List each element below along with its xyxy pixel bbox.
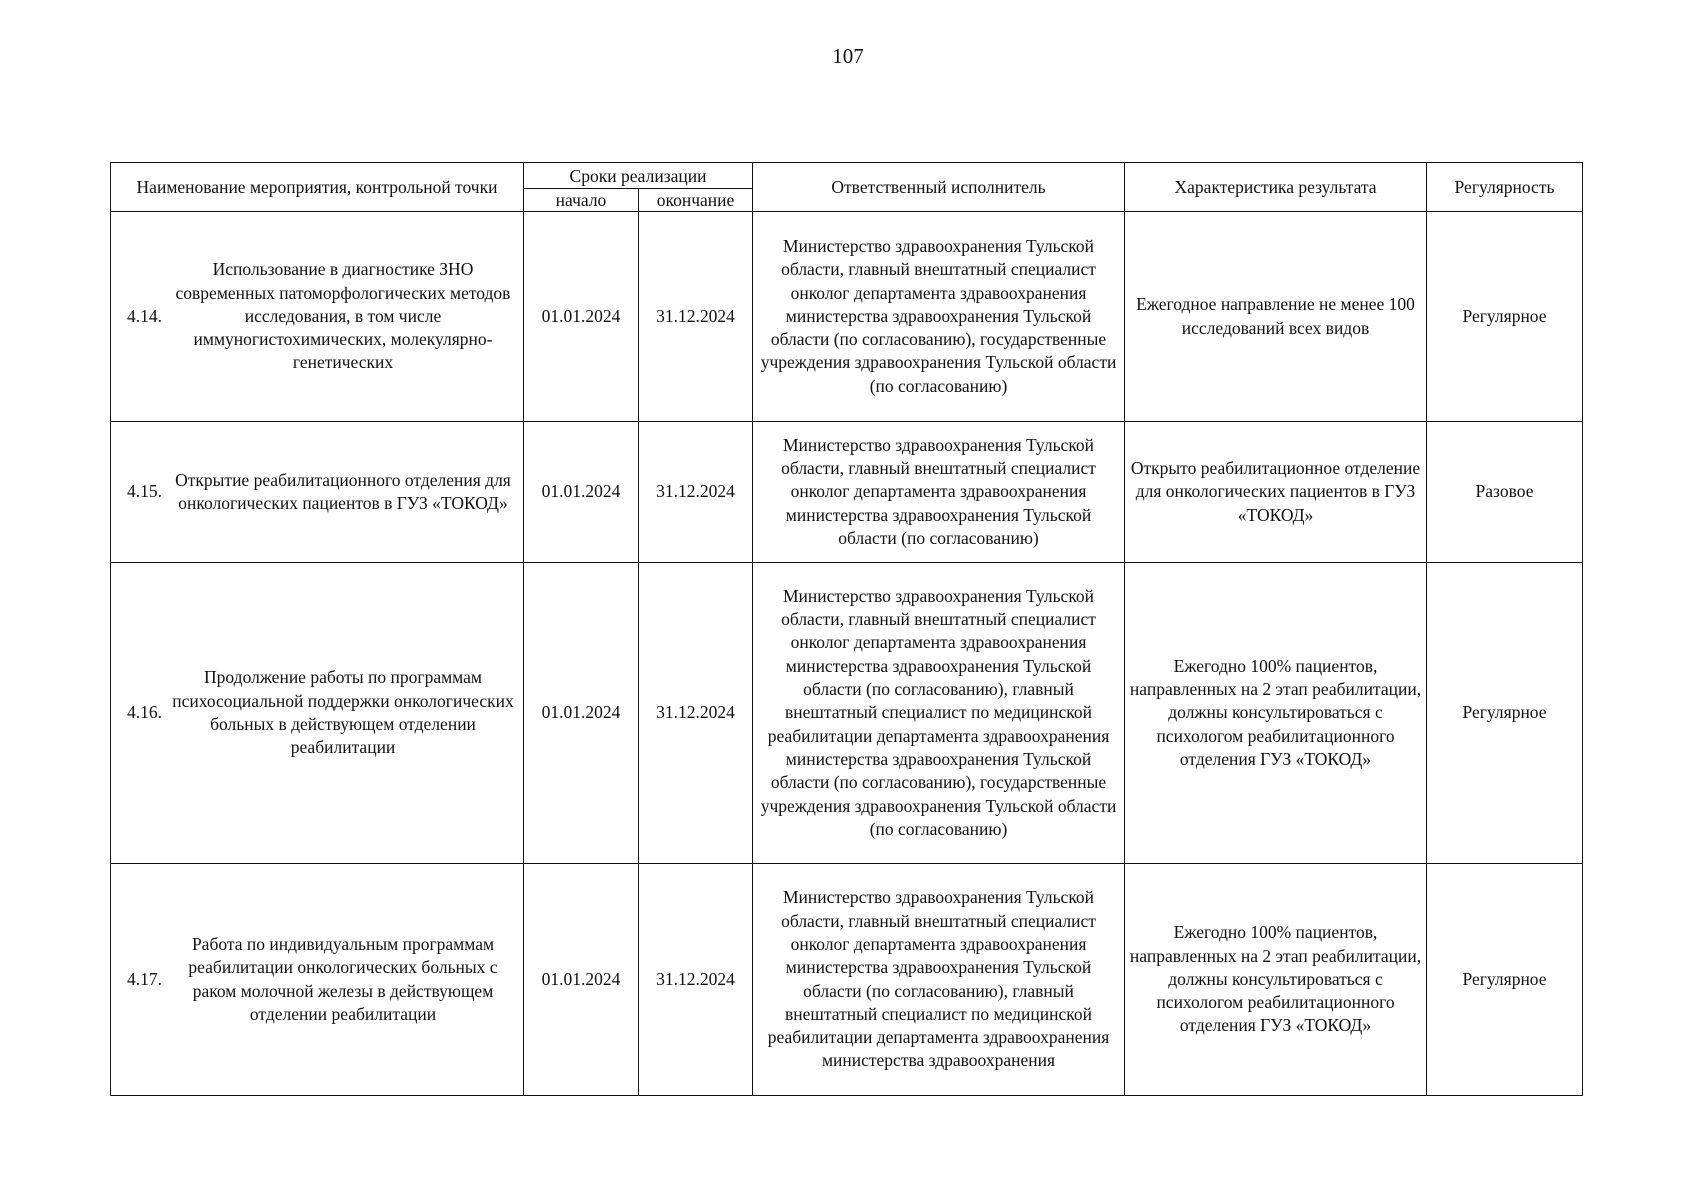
page-number: 107: [832, 44, 864, 68]
end-date: 31.12.2024: [639, 212, 753, 422]
regularity: Разовое: [1427, 422, 1583, 563]
result-description: Ежегодное направление не менее 100 исследований всех видов: [1125, 212, 1427, 422]
header-end: окончание: [639, 189, 753, 212]
responsible-executor: Министерство здравоохранения Тульской области, главный внештатный специалист онколог департамента здравоохранения министерства здравоохранения Тульской области (по согласованию), главный внештатный специалист по медицинской реабилитации департамента здравоохранения министерства здравоохранения: [753, 864, 1125, 1096]
table-row: [111, 422, 1583, 563]
activity-name: Использование в диагностике ЗНО современных патоморфологических методов исследования, в том числе иммуногистохимических, молекулярно-генетических: [175, 259, 511, 373]
result-description: Открыто реабилитационное отделение для онкологических пациентов в ГУЗ «ТОКОД»: [1125, 422, 1427, 563]
regularity: Регулярное: [1427, 864, 1583, 1096]
header-responsible: Ответственный исполнитель: [753, 163, 1125, 212]
header-name: Наименование мероприятия, контрольной точки: [111, 163, 524, 212]
responsible-executor: Министерство здравоохранения Тульской области, главный внештатный специалист онколог департамента здравоохранения министерства здравоохранения Тульской области (по согласованию): [753, 422, 1125, 563]
activity-cell: [111, 864, 524, 1096]
start-date: 01.01.2024: [524, 864, 639, 1096]
end-date: 31.12.2024: [639, 422, 753, 563]
activity-cell: [111, 212, 524, 422]
row-number: 4.15.: [127, 481, 162, 502]
start-date: 01.01.2024: [524, 422, 639, 563]
header-result: Характеристика результата: [1125, 163, 1427, 212]
table-row: [111, 864, 1583, 1096]
activities-table: [110, 162, 1583, 1096]
activity-cell: [111, 563, 524, 864]
result-description: Ежегодно 100% пациентов, направленных на 2 этап реабилитации, должны консультироваться с психологом реабилитационного отделения ГУЗ «ТОКОД»: [1125, 563, 1427, 864]
row-number: 4.16.: [127, 702, 162, 723]
table-row: [111, 212, 1583, 422]
row-number: 4.17.: [127, 968, 162, 989]
responsible-executor: Министерство здравоохранения Тульской области, главный внештатный специалист онколог департамента здравоохранения министерства здравоохранения Тульской области (по согласованию), государственные учреждения здравоохранения Тульской области (по согласованию): [753, 212, 1125, 422]
result-description: Ежегодно 100% пациентов, направленных на 2 этап реабилитации, должны консультироваться с психологом реабилитационного отделения ГУЗ «ТОКОД»: [1125, 864, 1427, 1096]
activity-name: Продолжение работы по программам психосоциальной поддержки онкологических больных в действующем отделении реабилитации: [172, 667, 514, 758]
start-date: 01.01.2024: [524, 212, 639, 422]
header-regularity: Регулярность: [1427, 163, 1583, 212]
end-date: 31.12.2024: [639, 864, 753, 1096]
regularity: Регулярное: [1427, 563, 1583, 864]
table-row: [111, 563, 1583, 864]
header-start: начало: [524, 189, 639, 212]
activity-name: Открытие реабилитационного отделения для онкологических пациентов в ГУЗ «ТОКОД»: [175, 469, 511, 513]
header-period: Сроки реализации: [524, 163, 753, 189]
activity-cell: [111, 422, 524, 563]
activity-name: Работа по индивидуальным программам реабилитации онкологических больных с раком молочной железы в действующем отделении реабилитации: [188, 933, 498, 1024]
start-date: 01.01.2024: [524, 563, 639, 864]
end-date: 31.12.2024: [639, 563, 753, 864]
responsible-executor: Министерство здравоохранения Тульской области, главный внештатный специалист онколог департамента здравоохранения министерства здравоохранения Тульской области (по согласованию), главный внештатный специалист по медицинской реабилитации департамента здравоохранения министерства здравоохранения Тульской области (по согласованию), государственные учреждения здравоохранения Тульской области (по согласованию): [753, 563, 1125, 864]
row-number: 4.14.: [127, 305, 162, 326]
regularity: Регулярное: [1427, 212, 1583, 422]
